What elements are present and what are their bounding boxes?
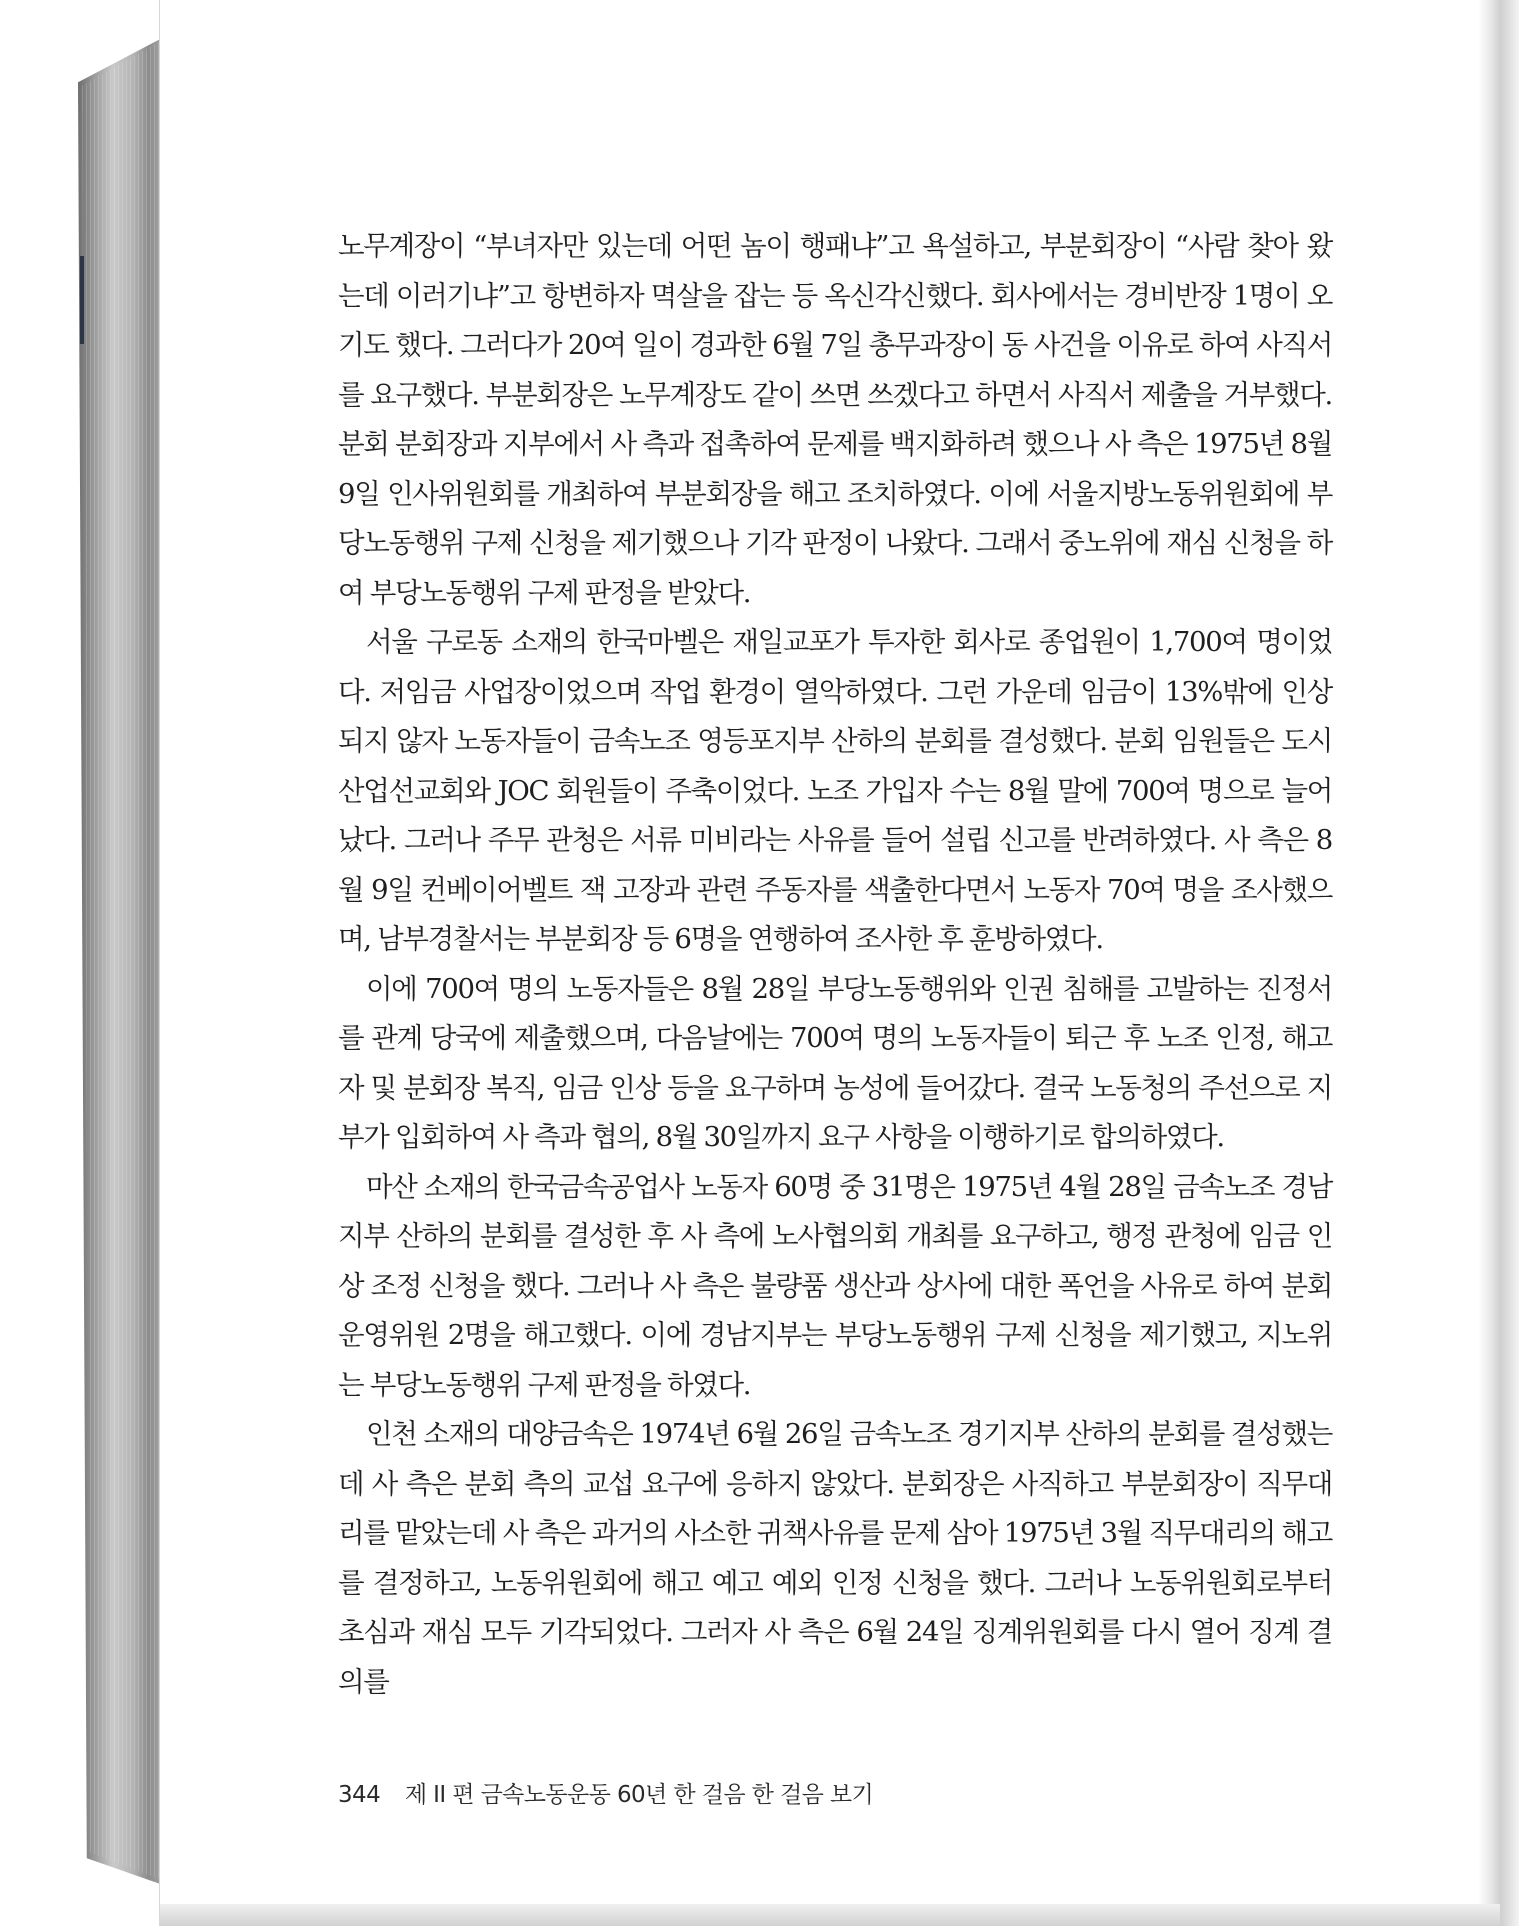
page-bottom-shadow	[160, 1904, 1500, 1926]
paragraph-1: 노무계장이 “부녀자만 있는데 어떤 놈이 행패냐”고 욕설하고, 부분회장이 “사람 찾아 왔는데 이러기냐”고 항변하자 멱살을 잡는 등 옥신각신했다. 회사에서는 경비반장 1명이 오기도 했다. 그러다가 20여 일이 경과한 6월 7일 총무과장이 동 사건을 이유로 하여 사직서를 요구했다. 부분회장은 노무계장도 같이 쓰면 쓰겠다고 하면서 사직서 제출을 거부했다. 분회 분회장과 지부에서 사 측과 접촉하여 문제를 백지화하려 했으나 사 측은 1975년 8월 9일 인사위원회를 개최하여 부분회장을 해고 조치하였다. 이에 서울지방노동위원회에 부당노동행위 구제 신청을 제기했으나 기각 판정이 나왔다. 그래서 중노위에 재심 신청을 하여 부당노동행위 구제 판정을 받았다.	[338, 230, 1332, 609]
page-footer	[338, 1776, 873, 1809]
paragraph-4: 마산 소재의 한국금속공업사 노동자 60명 중 31명은 1975년 4월 28일 금속노조 경남지부 산하의 분회를 결성한 후 사 측에 노사협의회 개최를 요구하고, 행정 관청에 임금 인상 조정 신청을 했다. 그러나 사 측은 불량품 생산과 상사에 대한 폭언을 사유로 하여 분회 운영위원 2명을 해고했다. 이에 경남지부는 부당노동행위 구제 신청을 제기했고, 지노위는 부당노동행위 구제 판정을 하였다.	[338, 1170, 1332, 1401]
paragraph-3: 이에 700여 명의 노동자들은 8월 28일 부당노동행위와 인권 침해를 고발하는 진정서를 관계 당국에 제출했으며, 다음날에는 700여 명의 노동자들이 퇴근 후 노조 인정, 해고자 및 분회장 복직, 임금 인상 등을 요구하며 농성에 들어갔다. 결국 노동청의 주선으로 지부가 입회하여 사 측과 협의, 8월 30일까지 요구 사항을 이행하기로 합의하였다.	[338, 972, 1332, 1153]
page-number: 344	[338, 1782, 381, 1808]
paragraph-2: 서울 구로동 소재의 한국마벨은 재일교포가 투자한 회사로 종업원이 1,700여 명이었다. 저임금 사업장이었으며 작업 환경이 열악하였다. 그런 가운데 임금이 13%밖에 인상되지 않자 노동자들이 금속노조 영등포지부 산하의 분회를 결성했다. 분회 임원들은 도시산업선교회와 JOC 회원들이 주축이었다. 노조 가입자 수는 8월 말에 700여 명으로 늘어났다. 그러나 주무 관청은 서류 미비라는 사유를 들어 설립 신고를 반려하였다. 사 측은 8월 9일 컨베이어벨트 잭 고장과 관련 주동자를 색출한다면서 노동자 70여 명을 조사했으며, 남부경찰서는 부분회장 등 6명을 연행하여 조사한 후 훈방하였다.	[338, 626, 1332, 955]
paragraph-5: 인천 소재의 대양금속은 1974년 6월 26일 금속노조 경기지부 산하의 분회를 결성했는데 사 측은 분회 측의 교섭 요구에 응하지 않았다. 분회장은 사직하고 부분회장이 직무대리를 맡았는데 사 측은 과거의 사소한 귀책사유를 문제 삼아 1975년 3월 직무대리의 해고를 결정하고, 노동위원회에 해고 예고 예외 인정 신청을 했다. 그러나 노동위원회로부터 초심과 재심 모두 기각되었다. 그러자 사 측은 6월 24일 징계위원회를 다시 열어 징계 결의를	[338, 1418, 1332, 1698]
body-text	[338, 222, 1332, 1707]
page-right-shadow	[1478, 0, 1519, 1926]
running-title: 제 II 편 금속노동운동 60년 한 걸음 한 걸음 보기	[404, 1782, 874, 1808]
book-page-edge-lines	[82, 40, 162, 1880]
edge-marker	[80, 256, 84, 344]
